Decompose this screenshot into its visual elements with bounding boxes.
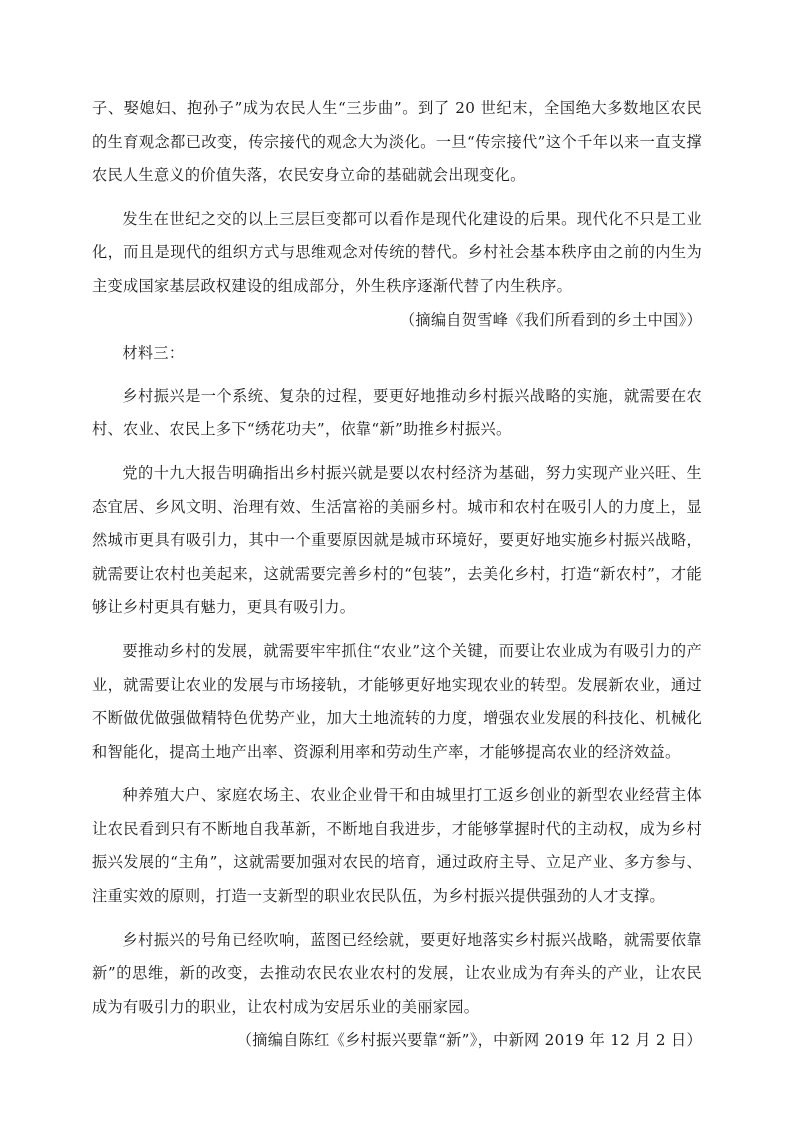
paragraph-beautiful-village: 党的十九大报告明确指出乡村振兴就是要以农村经济为基础，努力实现产业兴旺、生态宜居、乡风文明、治理有效、生活富裕的美丽乡村。城市和农村在吸引人的力度上，显然城市更具有吸引力，其中一个重要原因就是城市环境好，要更好地实施乡村振兴战略，就需要让农村也美起来，这就需要完善乡村的“包装”，去美化乡村，打造“新农村”，才能够让乡村更具有魅力，更具有吸引力。 bbox=[92, 463, 702, 617]
material-three-heading: 材料三： bbox=[122, 344, 185, 363]
paragraph-agriculture: 要推动乡村的发展，就需要牢牢抓住“农业”这个关键，而要让农业成为有吸引力的产业，就需要让农业的发展与市场接轨，才能够更好地实现农业的转型。发展新农业，通过不断做优做强做精特色优势产业，加大土地流转的力度，增强农业发展的科技化、机械化和智能化，提高土地产出率、资源利用率和劳动生产率，才能够提高农业的经济效益。 bbox=[92, 641, 702, 761]
document-page bbox=[92, 92, 702, 1058]
source-citation-chen-hong: （摘编自陈红《乡村振兴要靠“新”》，中新网 2019 年 12 月 2 日） bbox=[236, 1031, 702, 1050]
paragraph-rural-revitalization-intro: 乡村振兴是一个系统、复杂的过程，要更好地推动乡村振兴战略的实施，就需要在农村、农业、农民上多下“绣花功夫”，依靠“新”助推乡村振兴。 bbox=[92, 386, 702, 439]
paragraph-conclusion: 乡村振兴的号角已经吹响，蓝图已经绘就，要更好地落实乡村振兴战略，就需要依靠新”的思维，新的改变，去推动农民农业农村的发展，让农业成为有奔头的产业，让农民成为有吸引力的职业，让农村成为安居乐业的美丽家园。 bbox=[92, 930, 702, 1016]
paragraph-farmers: 种养殖大户、家庭农场主、农业企业骨干和由城里打工返乡创业的新型农业经营主体让农民看到只有不断地自我革新，不断地自我进步，才能够掌握时代的主动权，成为乡村振兴发展的“主角”，这就需要加强对农民的培育，通过政府主导、立足产业、多方参与、注重实效的原则，打造一支新型的职业农民队伍，为乡村振兴提供强劲的人才支撑。 bbox=[92, 786, 702, 906]
source-citation-he-xuefeng: （摘编自贺雪峰《我们所看到的乡土中国》） bbox=[399, 310, 702, 329]
paragraph-continuation: 子、娶媳妇、抱孙子”成为农民人生“三步曲”。到了 20 世纪末，全国绝大多数地区农民的生育观念都已改变，传宗接代的观念大为淡化。一旦“传宗接代”这个千年以来一直支撑农民人生意义的价值失落，农民安身立命的基础就会出现变化。 bbox=[92, 99, 702, 185]
paragraph-modernization: 发生在世纪之交的以上三层巨变都可以看作是现代化建设的后果。现代化不只是工业化，而且是现代的组织方式与思维观念对传统的替代。乡村社会基本秩序由之前的内生为主变成国家基层政权建设的组成部分，外生秩序逐渐代替了内生秩序。 bbox=[92, 209, 702, 295]
